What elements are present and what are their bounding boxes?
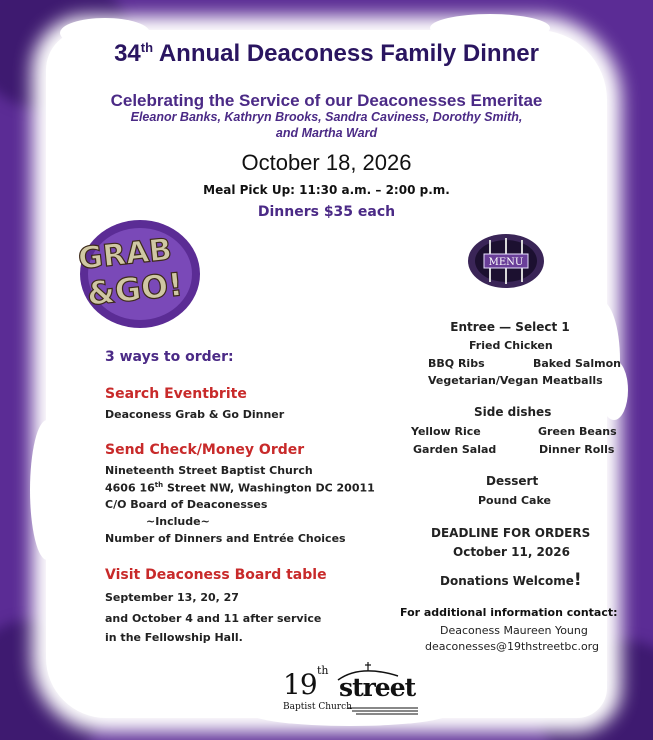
logo-word: street: [339, 673, 416, 702]
logo-subtitle: Baptist Church: [283, 702, 352, 712]
eventbrite-heading: Search Eventbrite: [105, 386, 247, 402]
subtitle: Celebrating the Service of our Deaconesses Emeritae: [110, 91, 543, 110]
entree-fried-chicken: Fried Chicken: [469, 339, 553, 352]
dessert-pound-cake: Pound Cake: [478, 494, 551, 507]
menu-label: MENU: [488, 257, 524, 268]
menu-icon: [466, 232, 546, 290]
logo-ordinal: th: [317, 664, 329, 677]
donations-welcome: Donations Welcome!: [440, 570, 582, 590]
table-dates-october: and October 4 and 11 after service: [105, 612, 322, 625]
include-label: ~Include~: [146, 515, 210, 528]
side-green-beans: Green Beans: [538, 425, 617, 438]
ways-to-order-heading: 3 ways to order:: [105, 349, 234, 365]
page-title: 34th Annual Deaconess Family Dinner: [114, 40, 539, 67]
deadline-date: October 11, 2026: [453, 545, 570, 559]
badge-grab-text: GRAB: [76, 232, 174, 277]
table-location: in the Fellowship Hall.: [105, 631, 243, 644]
church-address: 4606 16th Street NW, Washington DC 20011: [105, 481, 375, 495]
splatter: [30, 420, 64, 560]
contact-name: Deaconess Maureen Young: [440, 624, 588, 637]
entree-baked-salmon: Baked Salmon: [533, 357, 621, 370]
badge-go-text: &GO!: [85, 265, 185, 313]
pickup-time: Meal Pick Up: 11:30 a.m. – 2:00 p.m.: [203, 183, 450, 197]
event-date: October 18, 2026: [241, 150, 412, 175]
church-name: Nineteenth Street Baptist Church: [105, 464, 313, 477]
side-yellow-rice: Yellow Rice: [411, 425, 481, 438]
eventbrite-detail: Deaconess Grab & Go Dinner: [105, 408, 285, 421]
table-dates: September 13, 20, 27: [105, 591, 239, 604]
check-heading: Send Check/Money Order: [105, 442, 305, 458]
honorees-line-2: and Martha Ward: [275, 126, 378, 140]
honorees-line-1: Eleanor Banks, Kathryn Brooks, Sandra Caviness, Dorothy Smith,: [130, 110, 523, 124]
sides-heading: Side dishes: [474, 405, 552, 419]
price: Dinners $35 each: [257, 204, 396, 220]
grab-and-go-logo: [66, 214, 202, 328]
dessert-heading: Dessert: [486, 474, 539, 488]
include-detail: Number of Dinners and Entrée Choices: [105, 532, 346, 545]
entree-bbq-ribs: BBQ Ribs: [428, 357, 485, 370]
table-heading: Visit Deaconess Board table: [105, 567, 327, 583]
care-of-line: C/O Board of Deaconesses: [105, 498, 268, 511]
splatter: [430, 14, 550, 42]
contact-heading: For additional information contact:: [400, 606, 618, 619]
logo-number: 19: [283, 668, 317, 701]
entree-vegan-meatballs: Vegetarian/Vegan Meatballs: [428, 374, 603, 387]
contact-email[interactable]: deaconesses@19thstreetbc.org: [425, 640, 599, 653]
deadline-heading: DEADLINE FOR ORDERS: [431, 526, 591, 540]
side-garden-salad: Garden Salad: [413, 443, 497, 456]
entree-heading: Entree — Select 1: [450, 320, 570, 334]
side-dinner-rolls: Dinner Rolls: [539, 443, 615, 456]
